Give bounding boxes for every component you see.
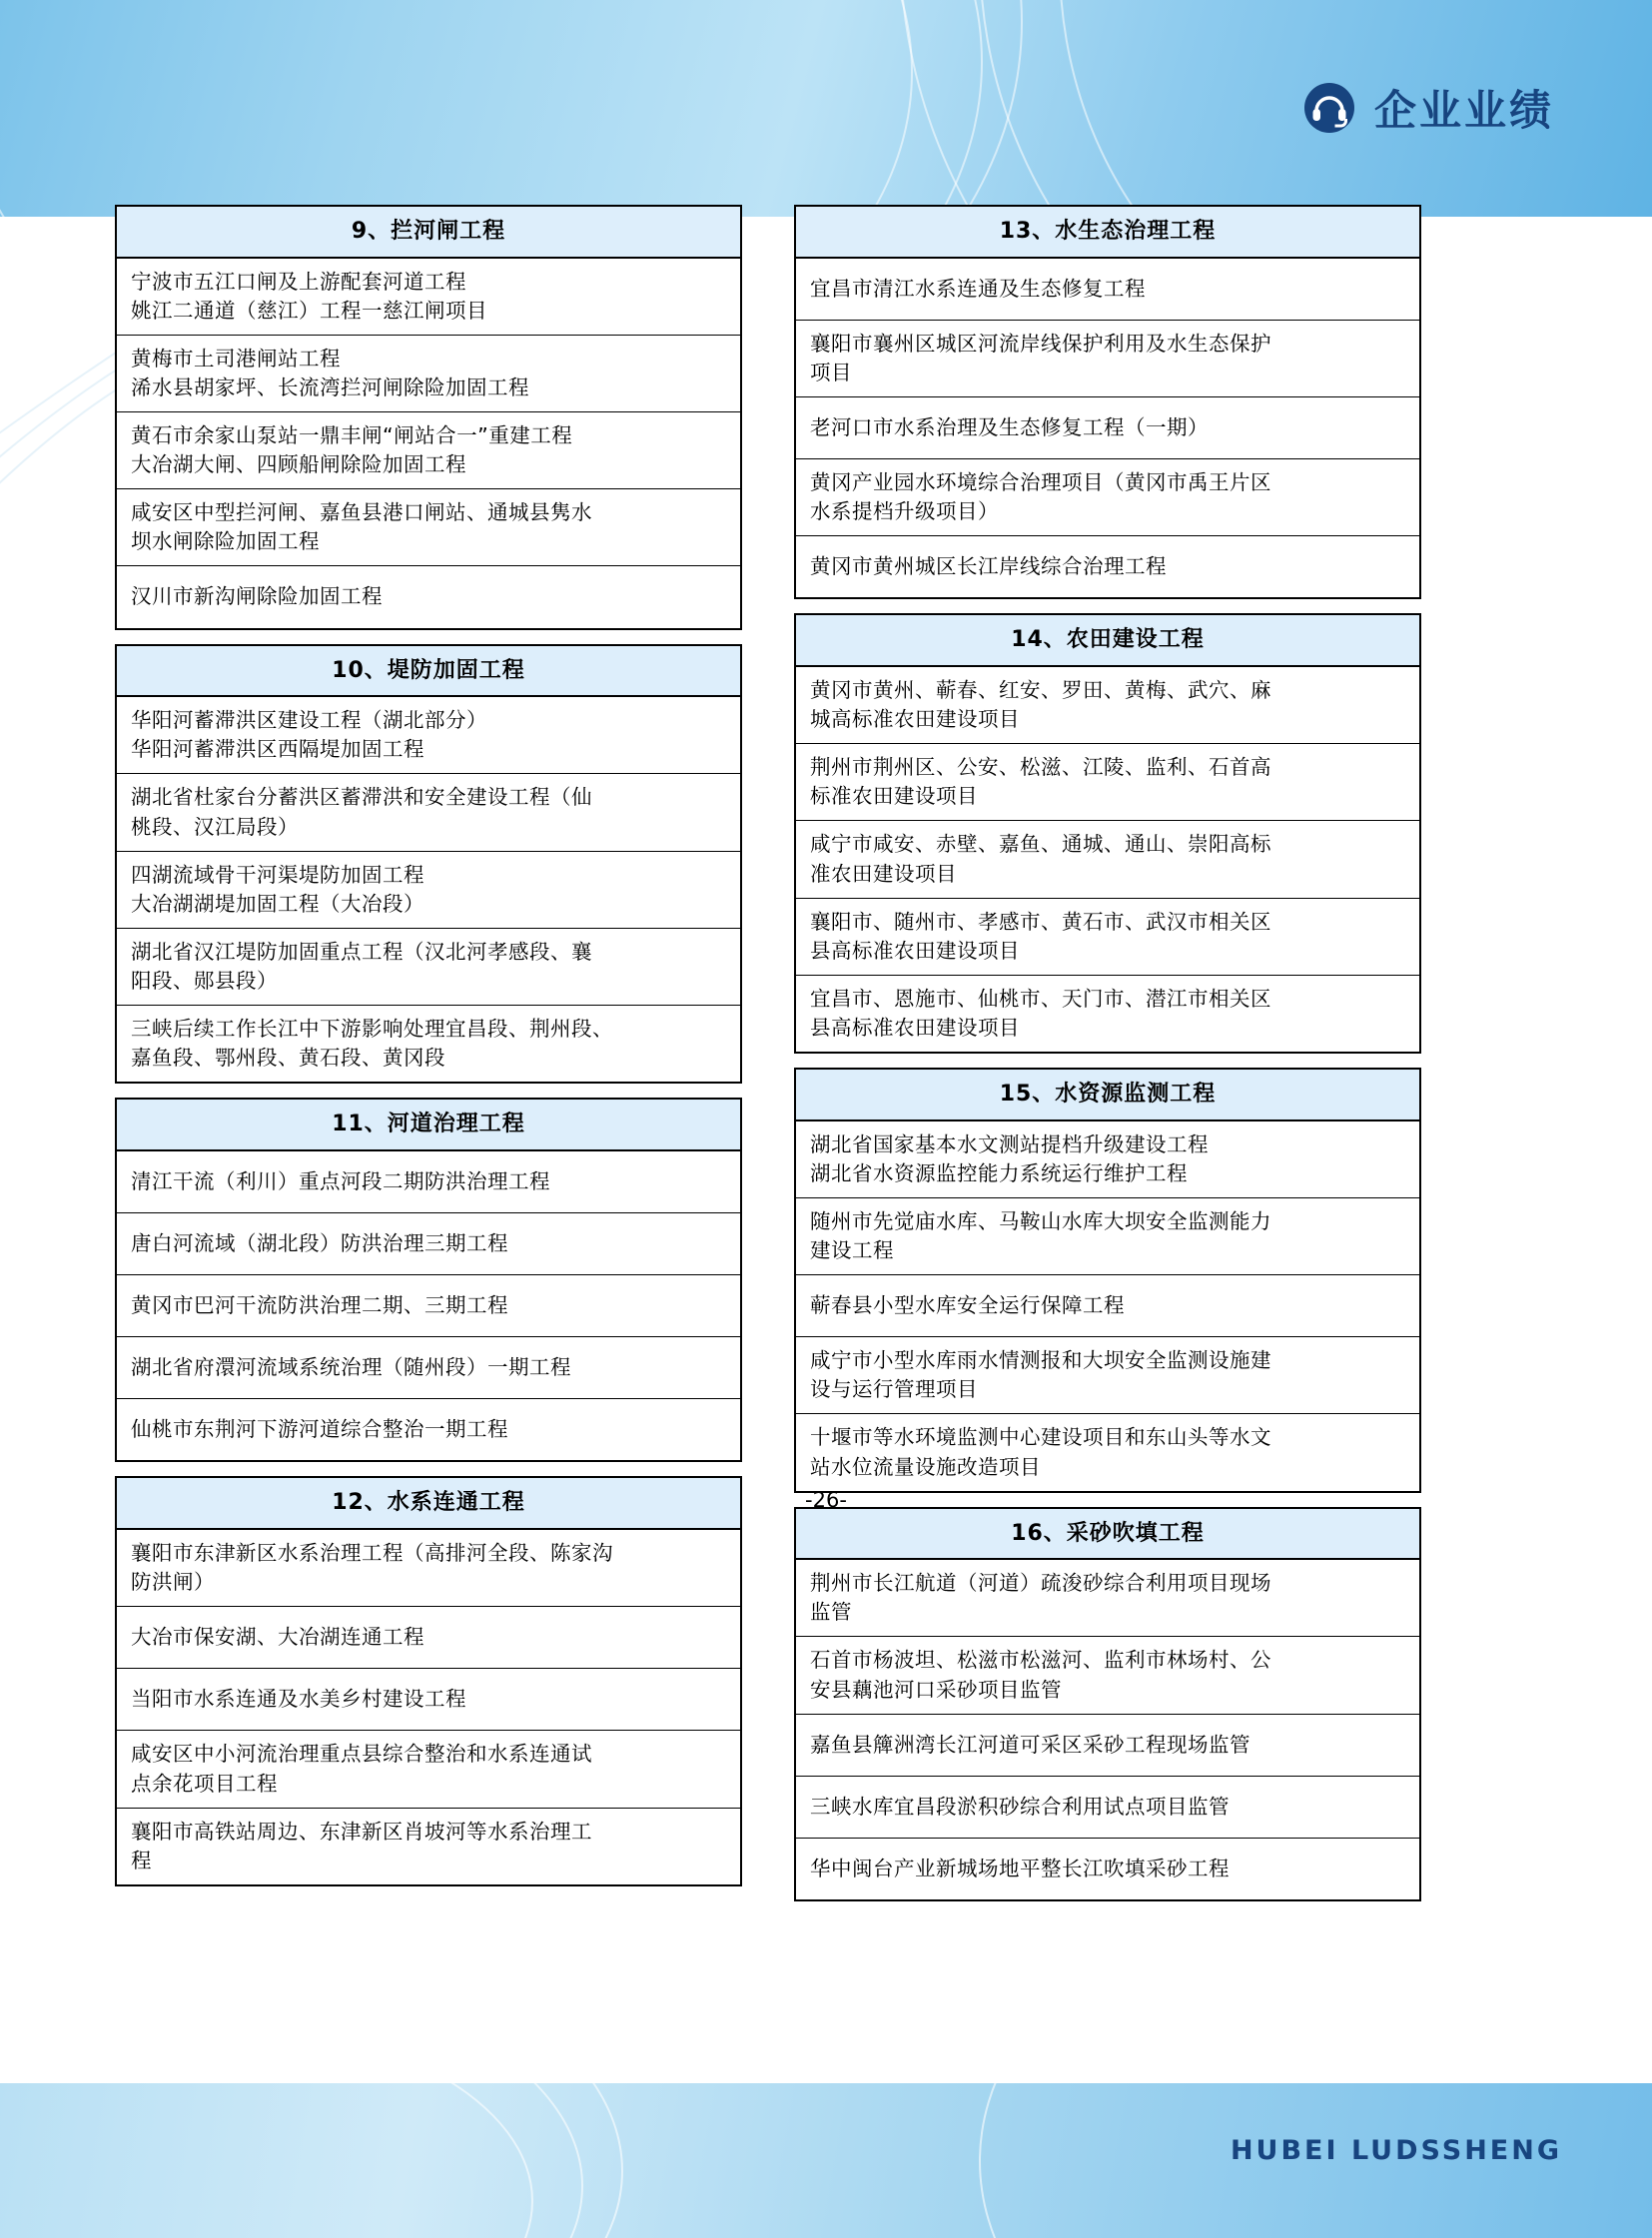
list-item: 襄阳市襄州区城区河流岸线保护利用及水生态保护 项目 (796, 321, 1419, 397)
section-title: 12、水系连通工程 (117, 1478, 740, 1530)
list-item: 当阳市水系连通及水美乡村建设工程 (117, 1669, 740, 1731)
content-columns (115, 205, 1538, 1901)
list-item: 蕲春县小型水库安全运行保障工程 (796, 1275, 1419, 1337)
list-item: 华中闽台产业新城场地平整长江吹填采砂工程 (810, 1856, 1230, 1880)
list-item: 湖北省府澴河流域系统治理（随州段）一期工程 (117, 1337, 740, 1399)
section-10 (115, 644, 742, 1085)
list-item: 仙桃市东荆河下游河道综合整治一期工程 (131, 1417, 508, 1442)
list-item: 十堰市等水环境监测中心建设项目和东山头等水文 站水位流量设施改造项目 (810, 1425, 1271, 1479)
section-16 (794, 1507, 1421, 1901)
list-item: 襄阳市东津新区水系治理工程（高排河全段、陈家沟 防洪闸） (117, 1530, 740, 1607)
section-title: 15、水资源监测工程 (796, 1070, 1419, 1121)
list-item: 黄梅市土司港闸站工程 浠水县胡家坪、长流湾拦河闸除险加固工程 (117, 336, 740, 412)
list-item: 黄冈产业园水环境综合治理项目（黄冈市禹王片区 水系提档升级项目） (796, 459, 1419, 536)
list-item: 石首市杨波坦、松滋市松滋河、监利市林场村、公 安县藕池河口采砂项目监管 (796, 1637, 1419, 1714)
section-title: 11、河道治理工程 (117, 1100, 740, 1151)
section-13 (794, 205, 1421, 599)
list-item: 华阳河蓄滞洪区建设工程（湖北部分） 华阳河蓄滞洪区西隔堤加固工程 (117, 697, 740, 774)
page-header (0, 0, 1652, 222)
list-item: 襄阳市、随州市、孝感市、黄石市、武汉市相关区 县高标准农田建设项目 (796, 899, 1419, 976)
headset-icon (1302, 81, 1356, 135)
section-11 (115, 1098, 742, 1462)
list-item: 黄冈市巴河干流防洪治理二期、三期工程 (117, 1275, 740, 1337)
list-item: 咸安区中小河流治理重点县综合整治和水系连通试 点余花项目工程 (117, 1731, 740, 1808)
section-9 (115, 205, 742, 630)
header-title-group (1302, 78, 1554, 138)
list-item: 湖北省汉江堤防加固重点工程（汉北河孝感段、襄 阳段、郧县段） (117, 929, 740, 1006)
section-title: 14、农田建设工程 (796, 615, 1419, 667)
list-item: 咸安区中型拦河闸、嘉鱼县港口闸站、通城县隽水 坝水闸除险加固工程 (117, 489, 740, 566)
section-title: 13、水生态治理工程 (796, 207, 1419, 259)
list-item: 老河口市水系治理及生态修复工程（一期） (796, 397, 1419, 459)
list-item: 咸宁市小型水库雨水情测报和大坝安全监测设施建 设与运行管理项目 (796, 1337, 1419, 1414)
list-item: 湖北省杜家台分蓄洪区蓄滞洪和安全建设工程（仙 桃段、汉江局段） (117, 774, 740, 851)
list-item: 荆州市长江航道（河道）疏浚砂综合利用项目现场 监管 (796, 1560, 1419, 1637)
list-item: 汉川市新沟闸除险加固工程 (131, 584, 383, 609)
column-right (794, 205, 1421, 1901)
list-item: 随州市先觉庙水库、马鞍山水库大坝安全监测能力 建设工程 (796, 1198, 1419, 1275)
list-item: 清江干流（利川）重点河段二期防洪治理工程 (117, 1151, 740, 1213)
list-item: 咸宁市咸安、赤壁、嘉鱼、通城、通山、崇阳高标 准农田建设项目 (796, 821, 1419, 898)
list-item: 三峡水库宜昌段淤积砂综合利用试点项目监管 (796, 1777, 1419, 1839)
list-item: 嘉鱼县簰洲湾长江河道可采区采砂工程现场监管 (796, 1715, 1419, 1777)
section-title: 10、堤防加固工程 (117, 646, 740, 698)
list-item: 黄冈市黄州城区长江岸线综合治理工程 (810, 554, 1167, 579)
section-14 (794, 613, 1421, 1054)
list-item: 湖北省国家基本水文测站提档升级建设工程 湖北省水资源监控能力系统运行维护工程 (796, 1121, 1419, 1198)
section-title: 9、拦河闸工程 (117, 207, 740, 259)
list-item: 四湖流域骨干河渠堤防加固工程 大冶湖湖堤加固工程（大冶段） (117, 852, 740, 929)
list-item: 黄石市余家山泵站一鼎丰闸“闸站合一”重建工程 大冶湖大闸、四顾船闸除险加固工程 (117, 412, 740, 489)
list-item: 宜昌市清江水系连通及生态修复工程 (796, 259, 1419, 321)
decor-arc (0, 2079, 533, 2238)
list-item: 荆州市荆州区、公安、松滋、江陵、监利、石首高 标准农田建设项目 (796, 744, 1419, 821)
decor-arc (0, 0, 913, 222)
list-item: 大冶市保安湖、大冶湖连通工程 (117, 1607, 740, 1669)
list-item: 宁波市五江口闸及上游配套河道工程 姚江二通道（慈江）工程一慈江闸项目 (117, 259, 740, 336)
section-12 (115, 1476, 742, 1885)
page-title: 企业业绩 (1373, 86, 1554, 135)
page-number: -26- (805, 1488, 847, 1512)
section-15 (794, 1068, 1421, 1493)
list-item: 黄冈市黄州、蕲春、红安、罗田、黄梅、武穴、麻 城高标准农田建设项目 (796, 667, 1419, 744)
section-title: 16、采砂吹填工程 (796, 1509, 1419, 1561)
page-body (0, 219, 1652, 2079)
list-item: 唐白河流域（湖北段）防洪治理三期工程 (117, 1213, 740, 1275)
list-item: 宜昌市、恩施市、仙桃市、天门市、潜江市相关区 县高标准农田建设项目 (810, 986, 1271, 1040)
column-left (115, 205, 742, 1901)
list-item: 襄阳市高铁站周边、东津新区肖坡河等水系治理工 程 (131, 1819, 592, 1872)
list-item: 三峡后续工作长江中下游影响处理宜昌段、荆州段、 嘉鱼段、鄂州段、黄石段、黄冈段 (131, 1017, 613, 1071)
footer-brand: HUBEI LUDSSHENG (1230, 2135, 1562, 2166)
page-footer (0, 2079, 1652, 2238)
